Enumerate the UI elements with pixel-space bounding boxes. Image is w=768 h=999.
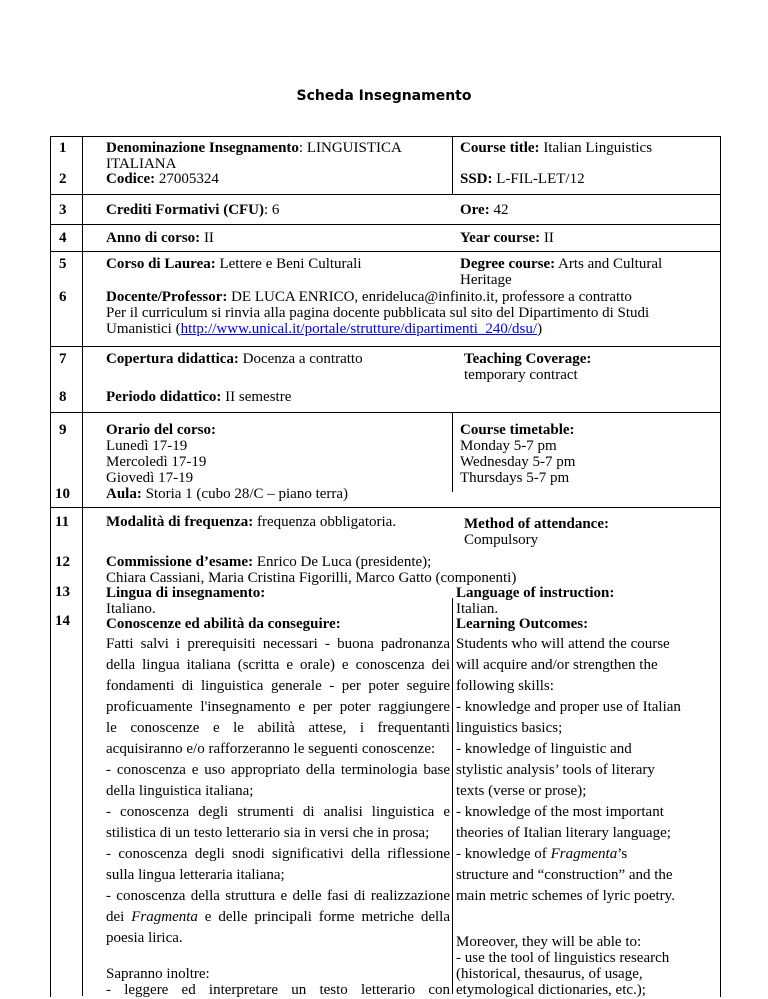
row-divider bbox=[50, 194, 720, 195]
row-number: 3 bbox=[59, 202, 67, 218]
row-number: 4 bbox=[59, 230, 67, 246]
course-year: Anno di corso: II bbox=[106, 230, 214, 246]
row-number: 6 bbox=[59, 289, 67, 305]
skills-en-line: - use the tool of linguistics research bbox=[456, 950, 670, 966]
outcome-en-line: - knowledge of Fragmenta’s bbox=[456, 846, 628, 862]
column-divider bbox=[452, 136, 453, 194]
teaching-coverage-en-label: Teaching Coverage: bbox=[464, 351, 592, 367]
outcome-en-line: structure and “construction” and the bbox=[456, 867, 673, 883]
outcome-line: poesia lirica. bbox=[106, 930, 183, 946]
row-number: 13 bbox=[55, 584, 70, 600]
row-number: 11 bbox=[55, 514, 70, 530]
teaching-period: Periodo didattico: II semestre bbox=[106, 389, 292, 405]
exam-committee: Commissione d’esame: Enrico De Luca (presidente); bbox=[106, 554, 432, 570]
timetable-line: Giovedì 17-19 bbox=[106, 470, 194, 486]
course-year-en: Year course: II bbox=[460, 230, 554, 246]
outcome-en-line: texts (verse or prose); bbox=[456, 783, 587, 799]
outcome-en-line: - knowledge and proper use of Italian bbox=[456, 699, 681, 715]
row-number: 8 bbox=[59, 389, 67, 405]
outcome-en-line: following skills: bbox=[456, 678, 554, 694]
row-number: 7 bbox=[59, 351, 67, 367]
row-divider bbox=[50, 251, 720, 252]
course-title-en: Course title: Italian Linguistics bbox=[460, 140, 653, 156]
skills-en-line: Moreover, they will be able to: bbox=[456, 934, 642, 950]
outcome-line: acquisiranno e/o rafforzeranno le seguenti conoscenze: bbox=[106, 741, 436, 757]
outcome-line: proficuamente l'insegnamento e per poter raggiungere bbox=[106, 699, 450, 715]
language-label: Lingua di insegnamento: bbox=[106, 585, 266, 601]
outcome-line: Fatti salvi i prerequisiti necessari - buona padronanza bbox=[106, 636, 450, 652]
language-value: Italiano. bbox=[106, 601, 156, 617]
degree-course: Corso di Laurea: Lettere e Beni Culturali bbox=[106, 256, 362, 272]
degree-course-en: Degree course: Arts and Cultural bbox=[460, 256, 663, 272]
outcome-en-line: Students who will attend the course bbox=[456, 636, 670, 652]
outcome-line: dei Fragmenta e delle principali forme metriche della bbox=[106, 909, 451, 925]
outcome-line: stilistica di un testo letterario sia in versi che in prosa; bbox=[106, 825, 430, 841]
timetable-en-line: Wednesday 5-7 pm bbox=[460, 454, 576, 470]
column-divider bbox=[452, 412, 453, 492]
timetable-line: Mercoledì 17-19 bbox=[106, 454, 207, 470]
course-name: Denominazione Insegnamento: LINGUISTICA bbox=[106, 140, 402, 156]
outcome-en-line: main metric schemes of lyric poetry. bbox=[456, 888, 675, 904]
learning-outcomes-label: Conoscenze ed abilità da conseguire: bbox=[106, 616, 341, 632]
course-name-cont: ITALIANA bbox=[106, 156, 177, 172]
ssd: SSD: L-FIL-LET/12 bbox=[460, 171, 585, 187]
language-en-label: Language of instruction: bbox=[456, 585, 615, 601]
learning-outcomes-en-label: Learning Outcomes: bbox=[456, 616, 589, 632]
department-link[interactable]: http://www.unical.it/portale/strutture/dipartimenti_240/dsu/ bbox=[180, 321, 538, 337]
timetable-en-line: Thursdays 5-7 pm bbox=[460, 470, 570, 486]
outcome-en-line: - knowledge of the most important bbox=[456, 804, 664, 820]
credits: Crediti Formativi (CFU): 6 bbox=[106, 202, 280, 218]
row-divider bbox=[50, 412, 720, 413]
skill-line: - leggere ed interpretare un testo letterario con bbox=[106, 982, 450, 998]
timetable-line: Lunedì 17-19 bbox=[106, 438, 188, 454]
timetable-en-label: Course timetable: bbox=[460, 422, 575, 438]
curriculum-note: Per il curriculum si rinvia alla pagina docente pubblicata sul sito del Dipartimento di Studi bbox=[106, 305, 650, 321]
outcome-en-line: theories of Italian literary language; bbox=[456, 825, 671, 841]
attendance-en-label: Method of attendance: bbox=[464, 516, 609, 532]
skills-en-line: (historical, thesaurus, of usage, bbox=[456, 966, 643, 982]
teaching-coverage: Copertura didattica: Docenza a contratto bbox=[106, 351, 363, 367]
curriculum-link-line: Umanistici (http://www.unical.it/portale/strutture/dipartimenti_240/dsu/) bbox=[106, 321, 543, 337]
teaching-coverage-en-value: temporary contract bbox=[464, 367, 578, 383]
row-number: 12 bbox=[55, 554, 70, 570]
outcome-line: - conoscenza degli strumenti di analisi linguistica e bbox=[106, 804, 450, 820]
outcome-line: - conoscenza e uso appropriato della terminologia base bbox=[106, 762, 450, 778]
hours: Ore: 42 bbox=[460, 202, 509, 218]
degree-course-en-cont: Heritage bbox=[460, 272, 512, 288]
outcome-line: della linguistica italiana; bbox=[106, 783, 254, 799]
outcome-en-line: linguistics basics; bbox=[456, 720, 563, 736]
attendance: Modalità di frequenza: frequenza obbligatoria. bbox=[106, 514, 397, 530]
exam-committee-members: Chiara Cassiani, Maria Cristina Figorilli, Marco Gatto (componenti) bbox=[106, 570, 517, 586]
row-number: 5 bbox=[59, 256, 67, 272]
outcome-line: le conoscenze e le abilità attese, i frequentanti bbox=[106, 720, 450, 736]
outcome-line: - conoscenza della struttura e delle fasi di realizzazione bbox=[106, 888, 450, 904]
timetable-label: Orario del corso: bbox=[106, 422, 216, 438]
outcome-line: della lingua italiana (scritta e orale) e conoscenza dei bbox=[106, 657, 450, 673]
skills-intro: Sapranno inoltre: bbox=[106, 966, 210, 982]
outcome-line: - conoscenza degli snodi significativi della riflessione bbox=[106, 846, 450, 862]
row-number: 10 bbox=[55, 486, 70, 502]
row-number: 2 bbox=[59, 171, 67, 187]
page-title: Scheda Insegnamento bbox=[296, 88, 472, 104]
row-number: 9 bbox=[59, 422, 67, 438]
row-divider bbox=[50, 224, 720, 225]
outcome-en-line: stylistic analysis’ tools of literary bbox=[456, 762, 655, 778]
skills-en-line: etymological dictionaries, etc.); bbox=[456, 982, 646, 998]
outcome-line: fondamenti di linguistica generale - per poter seguire bbox=[106, 678, 450, 694]
row-divider bbox=[50, 507, 720, 508]
timetable-en-line: Monday 5-7 pm bbox=[460, 438, 557, 454]
column-divider bbox=[452, 598, 453, 994]
outcome-en-line: will acquire and/or strengthen the bbox=[456, 657, 658, 673]
course-code: Codice: 27005324 bbox=[106, 171, 219, 187]
outcome-en-line: - knowledge of linguistic and bbox=[456, 741, 632, 757]
column-divider bbox=[82, 136, 83, 996]
outcome-line: sulla lingua letteraria italiana; bbox=[106, 867, 285, 883]
language-en-value: Italian. bbox=[456, 601, 499, 617]
row-divider bbox=[50, 346, 720, 347]
professor: Docente/Professor: DE LUCA ENRICO, enrideluca@infinito.it, professore a contratto bbox=[106, 289, 632, 305]
classroom: Aula: Storia 1 (cubo 28/C – piano terra) bbox=[106, 486, 349, 502]
row-number: 14 bbox=[55, 613, 70, 629]
row-number: 1 bbox=[59, 140, 67, 156]
attendance-en-value: Compulsory bbox=[464, 532, 539, 548]
